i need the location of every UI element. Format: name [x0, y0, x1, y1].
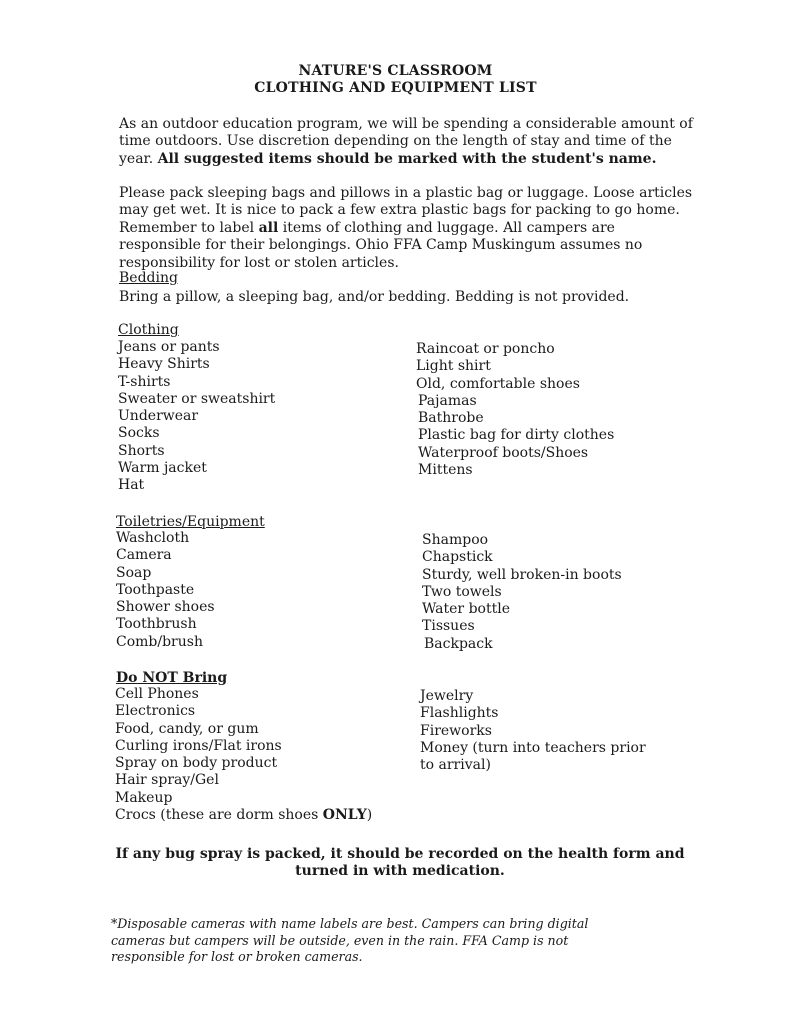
toiletries-list-left: [116, 530, 215, 651]
list-item: Mittens: [418, 462, 473, 479]
list-item: Heavy Shirts: [118, 356, 210, 373]
list-item: Tissues: [422, 618, 475, 635]
clothing-heading: Clothing: [118, 322, 179, 338]
list-item: Shampoo: [422, 532, 489, 548]
camera-footnote: *Disposable cameras with name labels are best. Campers can bring digital cameras but campers will be outside, even in the rain. FFA Camp is not responsible for lost or broken cameras.: [111, 916, 589, 965]
list-item: Jeans or pants: [118, 339, 220, 355]
list-item: Pajamas: [418, 392, 477, 409]
list-item: Light shirt: [416, 358, 491, 375]
clothing-list-right: [416, 341, 686, 479]
list-item: Flashlights: [420, 705, 499, 722]
list-item: Warm jacket: [118, 460, 207, 477]
clothing-list-left: [118, 339, 275, 495]
list-item: Hair spray/Gel: [115, 772, 219, 789]
document-title: NATURE'S CLASSROOM: [298, 63, 493, 79]
list-item: Raincoat or poncho: [416, 341, 555, 357]
list-item: Soap: [116, 564, 152, 581]
toiletries-heading: Toiletries/Equipment: [116, 514, 265, 530]
do-not-bring-list-right: [420, 688, 655, 774]
list-item: Cell Phones: [115, 686, 199, 702]
list-item: Spray on body product: [115, 755, 278, 772]
bedding-heading: Bedding: [119, 270, 178, 286]
intro-paragraph-2-bold: all: [258, 219, 279, 236]
list-item-crocs: [115, 807, 372, 824]
toiletries-list-right: [422, 532, 692, 653]
bedding-text: Bring a pillow, a sleeping bag, and/or bedding. Bedding is not provided.: [119, 289, 630, 305]
list-item: Food, candy, or gum: [115, 720, 259, 737]
intro-paragraph-1-text: As an outdoor education program, we will be spending a considerable amount of time outdoors. Use discretion depending on the length of stay and time of the year.: [119, 116, 693, 167]
list-item: Two towels: [422, 583, 502, 600]
list-item: Fireworks: [420, 722, 492, 739]
intro-paragraph-2-text-a: Please pack sleeping bags and pillows in a plastic bag or luggage. Loose articles may get wet. It is nice to pack a few extra plastic bags for packing to go home. Remember to label: [119, 185, 693, 236]
list-item: Money (turn into teachers prior to arrival): [420, 739, 646, 774]
crocs-bold: ONLY: [322, 807, 367, 824]
crocs-text: Crocs (these are dorm shoes: [115, 807, 323, 824]
list-item: Waterproof boots/Shoes: [418, 444, 589, 461]
list-item: Old, comfortable shoes: [416, 375, 580, 392]
list-item: Jewelry: [420, 688, 474, 704]
list-item: Shower shoes: [116, 599, 215, 616]
list-item: Bathrobe: [418, 410, 484, 427]
list-item: Toothpaste: [116, 581, 195, 598]
list-item: Socks: [118, 425, 160, 442]
bug-spray-warning: If any bug spray is packed, it should be recorded on the health form and turned in with medication.: [115, 846, 685, 879]
list-item: Water bottle: [422, 601, 510, 618]
document-subtitle: CLOTHING AND EQUIPMENT LIST: [254, 80, 537, 96]
intro-paragraph-2-text-b: items of clothing and luggage. All campers are responsible for their belongings. Ohio FFA Camp Muskingum assumes no responsibility for lost or stolen articles.: [119, 219, 643, 271]
list-item: Backpack: [424, 635, 493, 652]
list-item: T-shirts: [118, 373, 171, 390]
list-item: Makeup: [115, 789, 173, 806]
list-item: Hat: [118, 477, 145, 494]
do-not-bring-list-left: [115, 686, 372, 824]
list-item: Shorts: [118, 442, 165, 459]
intro-paragraph-2: [119, 185, 694, 272]
list-item: Sweater or sweatshirt: [118, 390, 276, 407]
list-item: Curling irons/Flat irons: [115, 737, 282, 754]
crocs-close: ): [366, 807, 373, 824]
intro-paragraph-1-bold: All suggested items should be marked with the student's name.: [157, 150, 657, 167]
intro-paragraph-1: [119, 116, 694, 168]
list-item: Electronics: [115, 703, 196, 720]
list-item: Chapstick: [422, 549, 493, 566]
do-not-bring-heading: Do NOT Bring: [116, 670, 228, 686]
list-item: Sturdy, well broken-in boots: [422, 566, 622, 583]
list-item: Plastic bag for dirty clothes: [418, 427, 615, 444]
list-item: Washcloth: [116, 530, 190, 546]
list-item: Underwear: [118, 408, 199, 425]
list-item: Camera: [116, 547, 172, 564]
list-item: Comb/brush: [116, 633, 203, 650]
list-item: Toothbrush: [116, 616, 197, 633]
